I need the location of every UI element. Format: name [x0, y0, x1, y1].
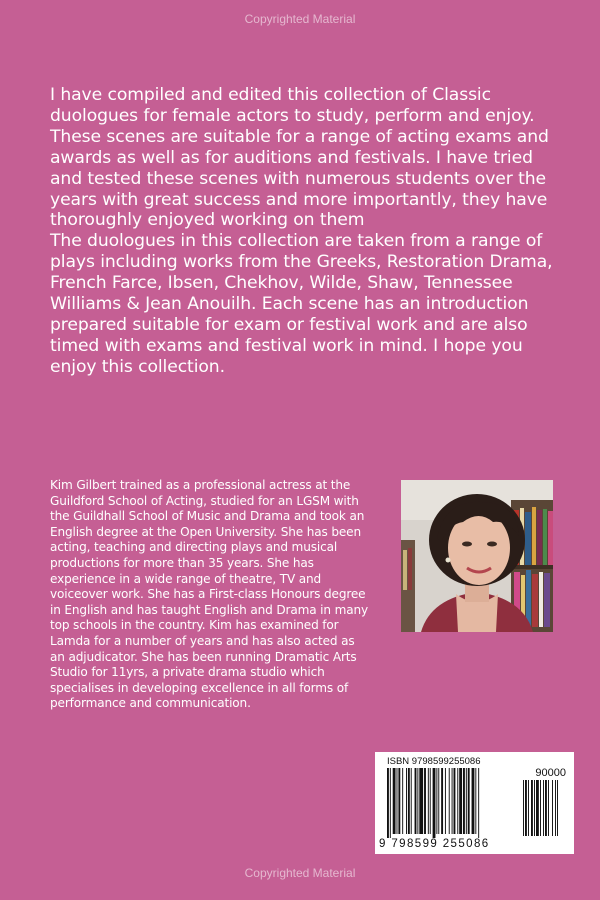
author-photo [401, 480, 553, 632]
copyright-watermark-bottom: Copyrighted Material [244, 866, 356, 880]
copyright-watermark-top: Copyrighted Material [244, 12, 356, 26]
back-cover-blurb [50, 85, 565, 378]
isbn-barcode [375, 752, 574, 854]
price-code: 90000 [535, 767, 566, 779]
author-bio: Kim Gilbert trained as a professional actress at the Guildford School of Acting, studied for an LGSM with the Guildhall School of Music and Drama and took an English degree at the Open University. She has been acting, teaching and directing plays and musical productions for more than 35 years. She has experience in a wide range of theatre, TV and voiceover work. She has a First-class Honours degree in English and has taught English and Drama in many top schools in the country. Kim has examined for Lamda for a number of years and has also acted as an adjudicator. She has been running Dramatic Arts Studio for 11yrs, a private drama studio which specialises in developing excellence in all forms of performance and communication. [50, 478, 369, 711]
blurb-paragraph-2: The duologues in this collection are taken from a range of plays including works from the Greeks, Restoration Drama, French Farce, Ibsen, Chekhov, Wilde, Shaw, Tennessee Williams & Jean Anouilh. Each scene has an introduction prepared suitable for exam or festival work and are also timed with exams and festival work in mind. I hope you enjoy this collection. [50, 231, 553, 377]
isbn-digits: 9 798599 255086 [379, 838, 490, 850]
isbn-label: ISBN 9798599255086 [387, 756, 481, 767]
blurb-paragraph-1: I have compiled and edited this collection of Classic duologues for female actors to study, perform and enjoy. These scenes are suitable for a range of acting exams and awards as well as for auditions and festivals. I have tried and tested these scenes with numerous students over the years with great success and more importantly, they have thoroughly enjoyed working on them [50, 85, 549, 231]
